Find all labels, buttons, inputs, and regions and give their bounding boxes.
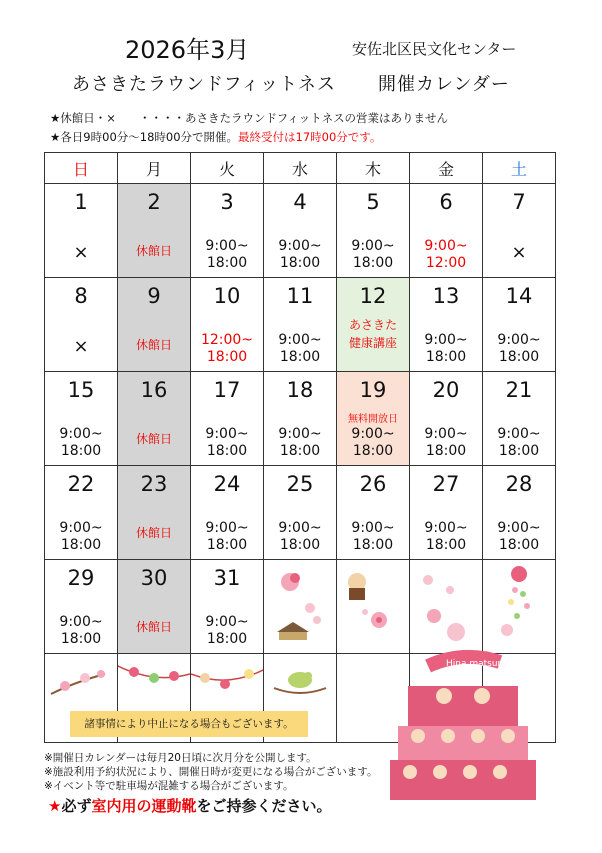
day-number: 9: [147, 284, 161, 308]
day-cell: [45, 560, 118, 654]
kyukan-label: 休館日: [135, 432, 172, 446]
day-number: 16: [140, 378, 168, 402]
hours: 9:00~ 18:00: [59, 426, 103, 459]
hours: 9:00~ 18:00: [424, 520, 468, 553]
day-cell: [337, 466, 410, 560]
event-label: あさきた 健康講座: [348, 318, 397, 350]
day-number: 12: [359, 284, 387, 308]
hours: 9:00~ 18:00: [351, 426, 395, 459]
day-number: 23: [140, 472, 168, 496]
day-cell: [191, 466, 264, 560]
hina-doll-icon: [337, 560, 409, 648]
weekday-mon: 月: [118, 153, 191, 184]
day-number: 2: [147, 190, 161, 214]
day-number: 4: [293, 190, 307, 214]
hours-late: 12:00~ 18:00: [200, 332, 254, 365]
decor-cell: [337, 560, 410, 654]
weekday-tue: 火: [191, 153, 264, 184]
day-number: 13: [432, 284, 460, 308]
day-number: 15: [67, 378, 95, 402]
day-cell: [337, 184, 410, 278]
day-cell: [45, 278, 118, 372]
day-cell: [337, 372, 410, 466]
hours: 9:00~ 18:00: [205, 426, 249, 459]
closed-mark: ×: [511, 242, 527, 263]
day-cell: [410, 466, 483, 560]
day-number: 20: [432, 378, 460, 402]
weekday-wed: 水: [264, 153, 337, 184]
week-row: [45, 184, 556, 278]
hours: 9:00~ 18:00: [424, 332, 468, 365]
hours: 9:00~ 18:00: [351, 238, 395, 271]
page-title: 2026年3月: [125, 36, 250, 64]
day-number: 24: [213, 472, 241, 496]
calendar-subtitle-2: 開催カレンダー: [378, 74, 510, 95]
hours: 9:00~ 18:00: [497, 332, 541, 365]
day-cell: [45, 372, 118, 466]
day-number: 7: [512, 190, 526, 214]
day-number: 25: [286, 472, 314, 496]
day-cell: [410, 278, 483, 372]
closed-mark: ×: [73, 242, 89, 263]
day-cell: [191, 560, 264, 654]
banner-text: Hina matsuri: [446, 659, 504, 669]
day-number: 18: [286, 378, 314, 402]
day-cell: [483, 466, 556, 560]
day-number: 10: [213, 284, 241, 308]
week-row: [45, 466, 556, 560]
hours: 9:00~ 18:00: [497, 426, 541, 459]
kyukan-label: 休館日: [135, 338, 172, 352]
hours: 9:00~ 18:00: [59, 614, 103, 647]
hours: 9:00~ 18:00: [59, 520, 103, 553]
calendar-subtitle: あさきたラウンドフィットネス: [72, 74, 336, 95]
day-number: 21: [505, 378, 533, 402]
day-cell: [337, 278, 410, 372]
kyukan-label: 休館日: [135, 244, 172, 258]
day-number: 30: [140, 566, 168, 590]
week-row: [45, 278, 556, 372]
day-number: 17: [213, 378, 241, 402]
day-number: 8: [74, 284, 88, 308]
day-cell: [264, 278, 337, 372]
weekday-sat: 土: [483, 153, 556, 184]
free-day-label: 無料開放日: [348, 414, 398, 425]
hours: 9:00~ 18:00: [278, 426, 322, 459]
day-number: 27: [432, 472, 460, 496]
decor-cell: [483, 560, 556, 654]
footer-note-2: ※施設利用予約状況により、開催日時が変更になる場合がございます。: [44, 766, 378, 778]
hours: 9:00~ 18:00: [424, 426, 468, 459]
hours: 9:00~ 18:00: [205, 520, 249, 553]
weekday-fri: 金: [410, 153, 483, 184]
week-row: [45, 372, 556, 466]
day-cell: [45, 184, 118, 278]
day-cell: [118, 560, 191, 654]
day-cell: [410, 184, 483, 278]
day-cell: [118, 466, 191, 560]
hina-dolls-illustration: [388, 648, 538, 816]
week-row: [45, 560, 556, 654]
decor-cell: [264, 560, 337, 654]
flower-icon: [265, 560, 335, 648]
note-closed-days: ★休館日・× ・・・・あさきたラウンドフィットネスの営業はありません: [50, 111, 449, 125]
day-number: 5: [366, 190, 380, 214]
day-cell: [483, 372, 556, 466]
hours: 9:00~ 18:00: [278, 332, 322, 365]
day-cell: [483, 184, 556, 278]
day-number: 14: [505, 284, 533, 308]
hours: 9:00~ 18:00: [205, 614, 249, 647]
day-cell: [264, 372, 337, 466]
day-cell: [118, 372, 191, 466]
hours: 9:00~ 18:00: [278, 238, 322, 271]
day-number: 6: [439, 190, 453, 214]
day-number: 31: [213, 566, 241, 590]
day-cell: [191, 372, 264, 466]
kyukan-label: 休館日: [135, 620, 172, 634]
day-cell: [191, 278, 264, 372]
hours: 9:00~ 18:00: [497, 520, 541, 553]
hours: 9:00~ 18:00: [351, 520, 395, 553]
footer-note-1: ※開催日カレンダーは毎月20日頃に次月分を公開します。: [44, 752, 317, 764]
hina-arare-icon: [483, 560, 555, 648]
closed-mark: ×: [73, 336, 89, 357]
day-number: 11: [286, 284, 314, 308]
kyukan-label: 休館日: [135, 526, 172, 540]
decor-cell: [410, 560, 483, 654]
day-cell: [264, 466, 337, 560]
hours: 9:00~ 18:00: [278, 520, 322, 553]
footer-note-3: ※イベント等で駐車場が混雑する場合がございます。: [44, 780, 294, 792]
day-number: 28: [505, 472, 533, 496]
hours: 9:00~ 18:00: [205, 238, 249, 271]
petal-icon: [410, 560, 482, 648]
weekday-header-row: [45, 153, 556, 184]
shoes-reminder: ★必ず室内用の運動靴をご持参ください。: [48, 797, 332, 815]
weekday-thu: 木: [337, 153, 410, 184]
hours-short: 9:00~ 12:00: [424, 238, 468, 271]
facility-name: 安佐北区民文化センター: [352, 40, 517, 58]
cancellation-note: 諸事情により中止になる場合もございます。: [70, 711, 308, 737]
day-cell: [118, 278, 191, 372]
day-number: 19: [359, 378, 387, 402]
day-number: 29: [67, 566, 95, 590]
day-cell: [483, 278, 556, 372]
note-hours: ★各日9時00分～18時00分で開催。最終受付は17時00分です。: [50, 130, 382, 144]
day-number: 26: [359, 472, 387, 496]
day-cell: [264, 184, 337, 278]
day-number: 3: [220, 190, 234, 214]
day-number: 1: [74, 190, 88, 214]
weekday-sun: 日: [45, 153, 118, 184]
day-number: 22: [67, 472, 95, 496]
day-cell: [410, 372, 483, 466]
day-cell: [191, 184, 264, 278]
day-cell: [45, 466, 118, 560]
day-cell: [118, 184, 191, 278]
